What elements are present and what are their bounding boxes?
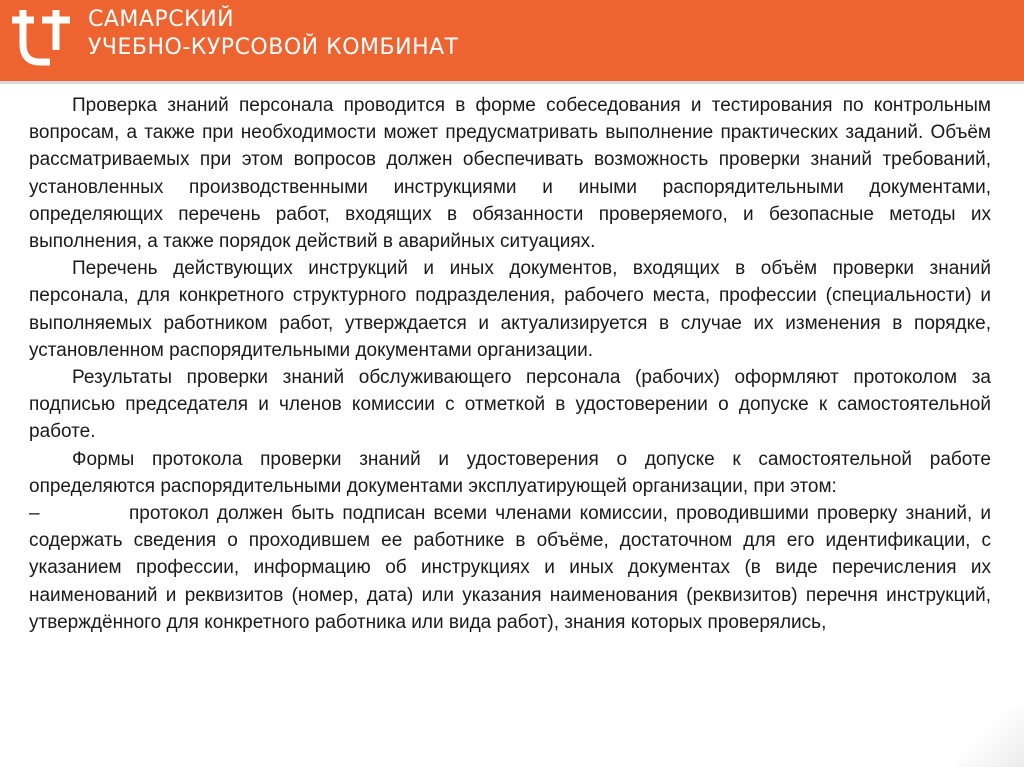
brand-line-1: САМАРСКИЙ [88,7,235,32]
list-item [29,500,991,636]
list-item-text: протокол должен быть подписан всеми членами комиссии, проводившими проверку знаний, и содержать сведения о проходившем ее работнике в объёме, достаточном для его идентификации, с указанием профессии, информацию об инструкциях и иных документах (в виде перечисления их наименований и реквизитов (номер, дата) или указания наименования (реквизитов) перечня инструкций, утверждённого для конкретного работника или вида работ), знания которых проверялись, [29,503,991,633]
paragraph: Проверка знаний персонала проводится в форме собеседования и тестирования по контрольным вопросам, а также при необходимости может предусматривать выполнение практических заданий. Объём рассматриваемых при этом вопросов должен обеспечивать возможность проверки знаний требований, установленных производственными инструкциями и иными распорядительными документами, определяющих перечень работ, входящих в обязанности проверяемого, и безопасные методы их выполнения, а также порядок действий в аварийных ситуациях. [29,95,991,253]
double-t-cross-logo-icon [4,2,78,76]
list-marker: – [29,503,40,525]
header-bar [0,0,1024,84]
corner-decoration [954,707,1024,767]
paragraph: Формы протокола проверки знаний и удостоверения о допуске к самостоятельной работе определяются распорядительными документами эксплуатирующей организации, при этом: [29,448,991,497]
brand-line-2: УЧЕБНО-КУРСОВОЙ КОМБИНАТ [88,35,459,60]
brand-name [88,6,459,62]
paragraph: Перечень действующих инструкций и иных документов, входящих в объём проверки знаний персонала, для конкретного структурного подразделения, рабочего места, профессии (специальности) и выполняемых работником работ, утверждается и актуализируется в случае их изменения в порядке, установленном распорядительными документами организации. [29,258,991,361]
document-body [29,92,991,636]
paragraph: Результаты проверки знаний обслуживающего персонала (рабочих) оформляют протоколом за подписью председателя и членов комиссии с отметкой в удостоверении о допуске к самостоятельной работе. [29,367,991,443]
